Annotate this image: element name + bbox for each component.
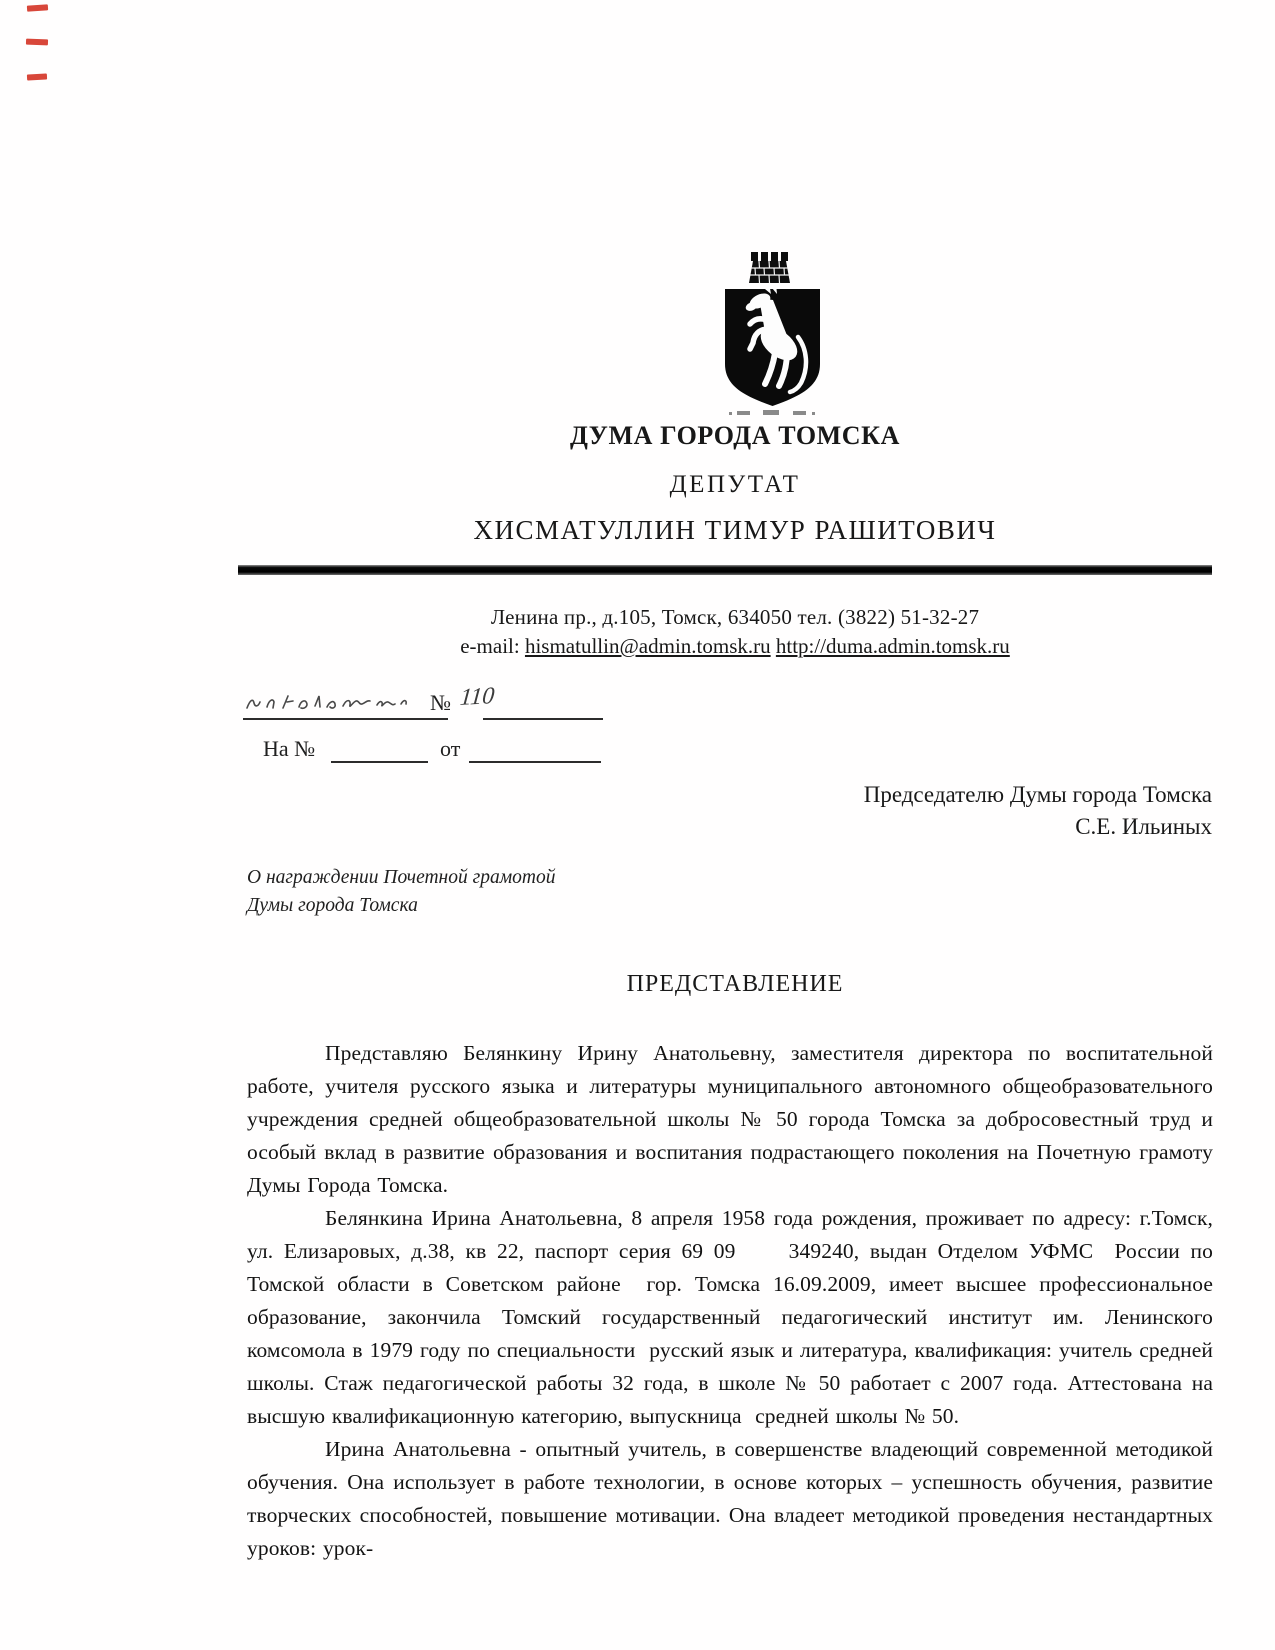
subject-block [247, 864, 555, 919]
address-line: Ленина пр., д.105, Томск, 634050 тел. (3822) 51-32-27 [490, 605, 980, 629]
subject-line2: Думы города Томска [247, 894, 418, 916]
deputy-name: ХИСМАТУЛЛИН ТИМУР РАШИТОВИЧ [473, 515, 997, 545]
website-link: http://duma.admin.tomsk.ru [775, 634, 1010, 658]
blank-line [483, 718, 603, 720]
document-title: ПРЕДСТАВЛЕНИЕ [626, 971, 844, 997]
contact-line [235, 634, 1235, 659]
handwritten-date-scrawl [243, 688, 443, 718]
paragraph: Белянкина Ирина Анатольевна, 8 апреля 1958 года рождения, проживает по адресу: г.Томск, ул. Елизаровых, д.38, кв 22, паспорт серия 69 09 349240, выдан Отделом УФМС России по Томской области в Советском районе гор. Томска 16.09.2009, имеет высшее профессиональное образование, закончила Томский государственный педагогический институт им. Ленинского комсомола в 1979 году по специальности русский язык и литература, квалификация: учитель средней школы. Стаж педагогической работы 32 года, в школе № 50 работает с 2007 года. Аттестована на высшую квалификационную категорию, выпускница средней школы № 50. [247, 1206, 1213, 1428]
outgoing-number-handwritten: 110 [458, 683, 496, 711]
reply-from-label: от [440, 736, 461, 761]
subject-line1: О награждении Почетной грамотой [247, 867, 556, 888]
blank-line [331, 761, 428, 763]
letterhead-divider-rule [238, 565, 1212, 575]
recipient-block [600, 779, 1212, 843]
pedestal-ornament [729, 410, 815, 415]
blank-line [469, 761, 601, 763]
paragraph: Представляю Белянкину Ирину Анатольевну, заместителя директора по воспитательной работе, учителя русского языка и литературы муниципального автономного общеобразовательного учреждения средней общеобразовательной школы № 50 города Томска за добросовестный труд и особый вклад в развитие образования и воспитания подрастающего поколения на Почетную грамоту Думы Города Томска. [247, 1041, 1213, 1197]
org-name: ДУМА ГОРОДА ТОМСКА [569, 421, 900, 450]
tomsk-coat-of-arms-icon [713, 245, 833, 425]
number-sign: № [430, 690, 451, 715]
email-link: hismatullin@admin.tomsk.ru [524, 634, 771, 658]
deputy-role: ДЕПУТАТ [669, 471, 801, 498]
document-body [247, 1037, 1213, 1565]
recipient-line1: Председателю Думы города Томска [863, 782, 1212, 807]
reply-no-label: На № [263, 736, 316, 761]
recipient-line2: С.Е. Ильиных [1075, 814, 1212, 839]
blank-line [243, 718, 448, 720]
email-label: e-mail: [460, 634, 520, 658]
mural-crown-icon [749, 252, 790, 283]
paragraph: Ирина Анатольевна - опытный учитель, в совершенстве владеющий современной методикой обучения. Она использует в работе технологии, в основе которых – успешность обучения, развитие творческих способностей, повышение мотивации. Она владеет методикой проведения нестандартных уроков: урок- [247, 1437, 1213, 1560]
